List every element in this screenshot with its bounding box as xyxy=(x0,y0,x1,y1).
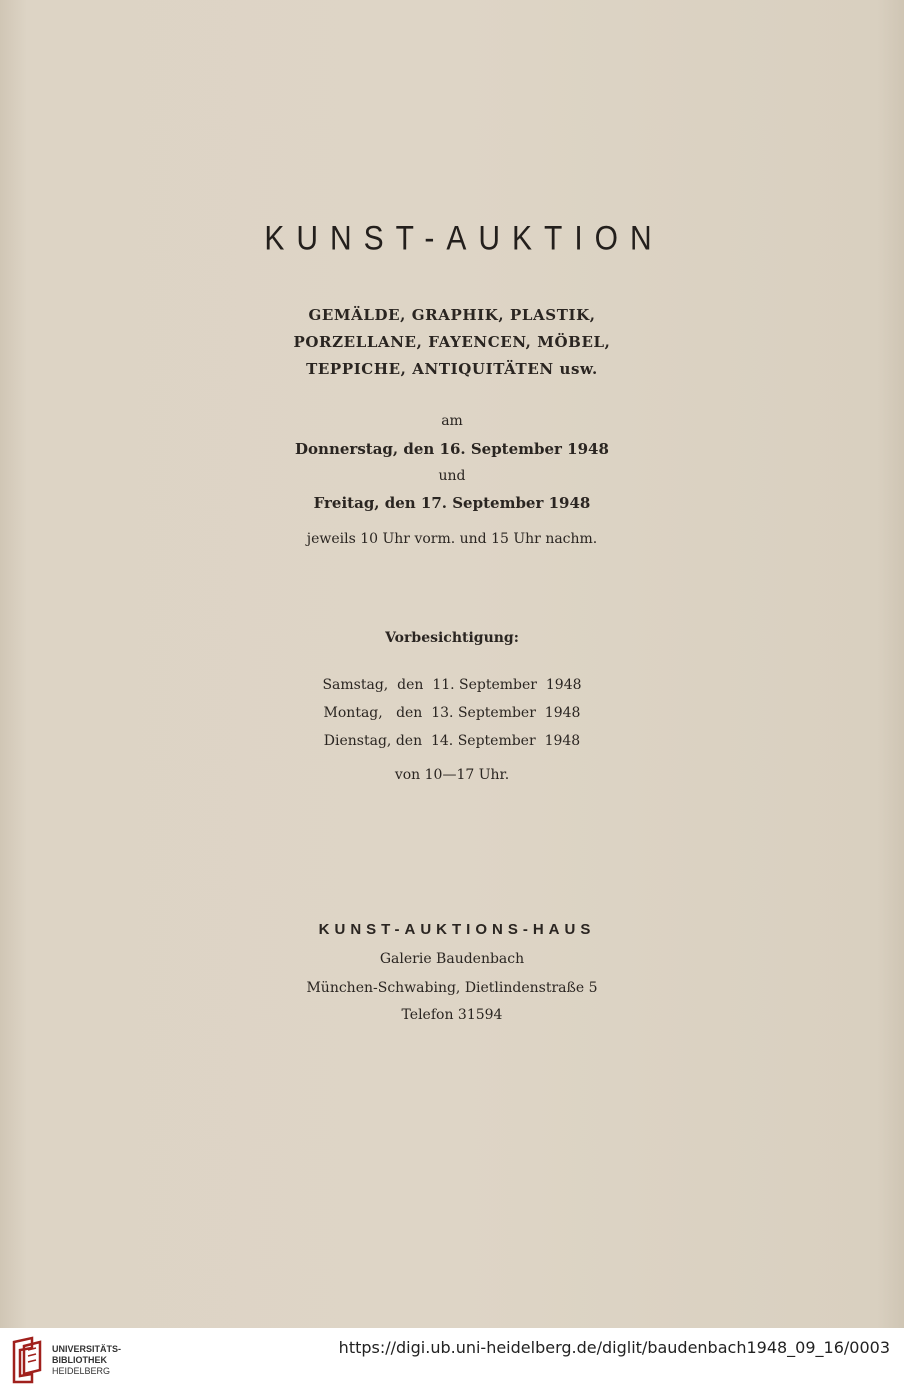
permalink-url[interactable]: https://digi.ub.uni-heidelberg.de/diglit/baudenbach1948_09_16/0003 xyxy=(338,1338,890,1357)
preview-hours: von 10—17 Uhr. xyxy=(394,767,510,783)
date-und: und xyxy=(438,468,466,484)
address: München-Schwabing, Dietlindenstraße 5 xyxy=(306,980,598,996)
gallery-name: Galerie Baudenbach xyxy=(379,951,525,967)
category-line: GEMÄLDE, GRAPHIK, PLASTIK, xyxy=(308,306,596,324)
category-line: TEPPICHE, ANTIQUITÄTEN usw. xyxy=(306,360,598,378)
preview-day: Samstag, den 11. September 1948 xyxy=(322,677,582,693)
footer-bar xyxy=(0,1328,904,1392)
preview-heading: Vorbesichtigung: xyxy=(385,630,519,646)
logo-line: HEIDELBERG xyxy=(52,1366,111,1376)
date-am: am xyxy=(441,413,463,429)
library-logo-text[interactable] xyxy=(52,1344,121,1377)
date-times: jeweils 10 Uhr vorm. und 15 Uhr nachm. xyxy=(306,531,598,547)
preview-day: Dienstag, den 14. September 1948 xyxy=(323,733,581,749)
date-day1: Donnerstag, den 16. September 1948 xyxy=(295,440,609,458)
page-title: KUNST-AUKTION xyxy=(264,219,664,258)
logo-line: UNIVERSITÄTS- xyxy=(52,1344,122,1354)
auction-house-name: KUNST-AUKTIONS-HAUS xyxy=(318,921,596,938)
preview-day: Montag, den 13. September 1948 xyxy=(323,705,581,721)
library-logo-icon[interactable] xyxy=(10,1336,44,1384)
logo-line: BIBLIOTHEK xyxy=(52,1355,107,1365)
category-line: PORZELLANE, FAYENCEN, MÖBEL, xyxy=(293,333,611,351)
phone: Telefon 31594 xyxy=(401,1007,503,1023)
categories-block xyxy=(0,302,904,383)
date-day2: Freitag, den 17. September 1948 xyxy=(313,494,591,512)
